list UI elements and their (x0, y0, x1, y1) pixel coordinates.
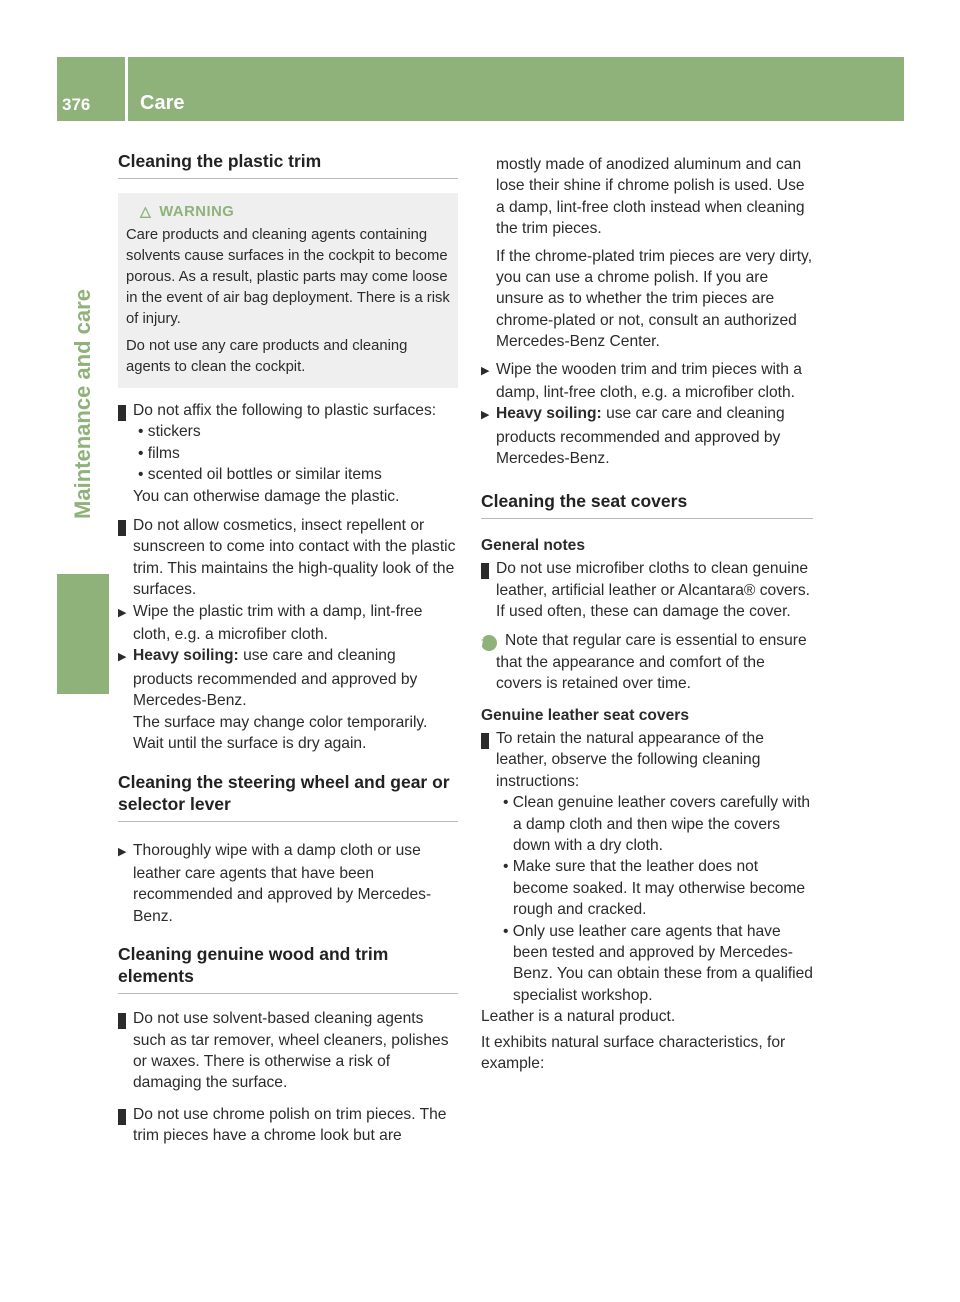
note-item: ! Do not allow cosmetics, insect repellent or sunscreen to come into contact with the plastic trim. This maintains the high-quality look of the surfaces. (112, 517, 456, 599)
exclamation-icon: ! (118, 1013, 126, 1029)
section-title: Care (140, 92, 185, 114)
step-item: ▶ Heavy soiling: use care and cleaning products recommended and approved by Mercedes-Benz. (118, 647, 418, 710)
warning-text-2: Do not use any care products and cleaning agents to clean the cockpit. (126, 338, 408, 375)
note-item: ! Do not use microfiber cloths to clean genuine leather, artificial leather or Alcantara® covers. If used often, these can damage the cover. (475, 560, 810, 620)
side-tab-label: Maintenance and care (70, 289, 95, 519)
right-column (475, 154, 813, 1074)
header-divider (125, 57, 128, 121)
bullet-item: • Make sure that the leather does not become soaked. It may otherwise become rough and cracked. (503, 858, 806, 919)
step-item: ▶ Wipe the plastic trim with a damp, lint-free cloth, e.g. a microfiber cloth. (118, 602, 423, 644)
step-arrow-icon: ▶ (118, 845, 127, 858)
step-arrow-icon: ▶ (481, 409, 490, 422)
page-number: 376 (62, 95, 91, 114)
exclamation-icon: ! (481, 563, 489, 579)
subheading-leather: Genuine leather seat covers (481, 706, 690, 724)
note-item: ! To retain the natural appearance of the leather, observe the following cleaning instructions: (475, 729, 764, 790)
side-tab-marker (57, 574, 109, 694)
heading-plastic-trim: Cleaning the plastic trim (118, 150, 458, 179)
note-item: ! Do not use chrome polish on trim pieces. The trim pieces have a chrome look but are (112, 1105, 447, 1145)
bullet-item: • scented oil bottles or similar items (138, 466, 382, 484)
step-arrow-icon: ▶ (481, 364, 490, 377)
step-continuation: The surface may change color temporarily. Wait until the surface is dry again. (133, 713, 428, 753)
warning-label: WARNING (159, 204, 235, 220)
step-item: ▶ Heavy soiling: use car care and cleaning products recommended and approved by Mercedes-Benz. (481, 405, 785, 468)
heading-steering-wheel: Cleaning the steering wheel and gear or selector lever (118, 771, 458, 822)
bullet-item: • films (138, 444, 180, 462)
bullet-item: • Clean genuine leather covers carefully with a damp cloth and then wipe the covers down with a dry cloth. (503, 794, 811, 854)
step-item: ▶ Wipe the wooden trim and trim pieces with a damp, lint-free cloth, e.g. a microfiber cloth. (481, 360, 802, 402)
note-item: ! Do not use solvent-based cleaning agents such as tar remover, wheel cleaners, polishes or waxes. There is otherwise a risk of damaging the surface. (112, 1010, 449, 1092)
warning-header (126, 201, 450, 223)
note-continuation: If the chrome-plated trim pieces are very dirty, you can use a chrome polish. If you are unsure as to whether the trim pieces are chrome-plated or not, consult an authorized Mercedes-Benz Center. (496, 247, 813, 351)
heading-seat-covers: Cleaning the seat covers (481, 490, 813, 519)
exclamation-icon: ! (118, 405, 126, 421)
bullet-item: • stickers (138, 423, 201, 441)
warning-triangle-icon: △ (140, 203, 152, 219)
bullet-item: • Only use leather care agents that have been tested and approved by Mercedes-Benz. You can obtain these from a qualified specialist workshop. (503, 922, 813, 1004)
info-icon: i (481, 635, 497, 651)
heading-wood-trim: Cleaning genuine wood and trim elements (118, 943, 458, 994)
step-arrow-icon: ▶ (118, 606, 127, 619)
info-item: i Note that regular care is essential to ensure that the appearance and comfort of the covers is retained over time. (479, 632, 807, 693)
paragraph: It exhibits natural surface characteristics, for example: (481, 1033, 786, 1073)
warning-text: Care products and cleaning agents containing solvents cause surfaces in the cockpit to become porous. As a result, plastic parts may come loose in the event of air bag deployment. There is a risk of injury. (126, 227, 450, 327)
page-number-box (57, 57, 125, 121)
subheading-general-notes: General notes (481, 536, 585, 554)
step-item: ▶ Thoroughly wipe with a damp cloth or use leather care agents that have been recommended and approved by Mercedes-Benz. (118, 841, 432, 925)
paragraph: Leather is a natural product. (481, 1008, 676, 1026)
exclamation-icon: ! (118, 1109, 126, 1125)
step-arrow-icon: ▶ (118, 651, 127, 664)
left-column (112, 150, 458, 1147)
note-item: ! Do not affix the following to plastic surfaces: (112, 402, 437, 420)
note-continuation: You can otherwise damage the plastic. (133, 487, 400, 505)
note-continuation: mostly made of anodized aluminum and can lose their shine if chrome polish is used. Use a damp, lint-free cloth instead when cleaning the trim pieces. (496, 156, 805, 238)
exclamation-icon: ! (118, 520, 126, 536)
warning-box (118, 193, 458, 388)
exclamation-icon: ! (481, 733, 489, 749)
